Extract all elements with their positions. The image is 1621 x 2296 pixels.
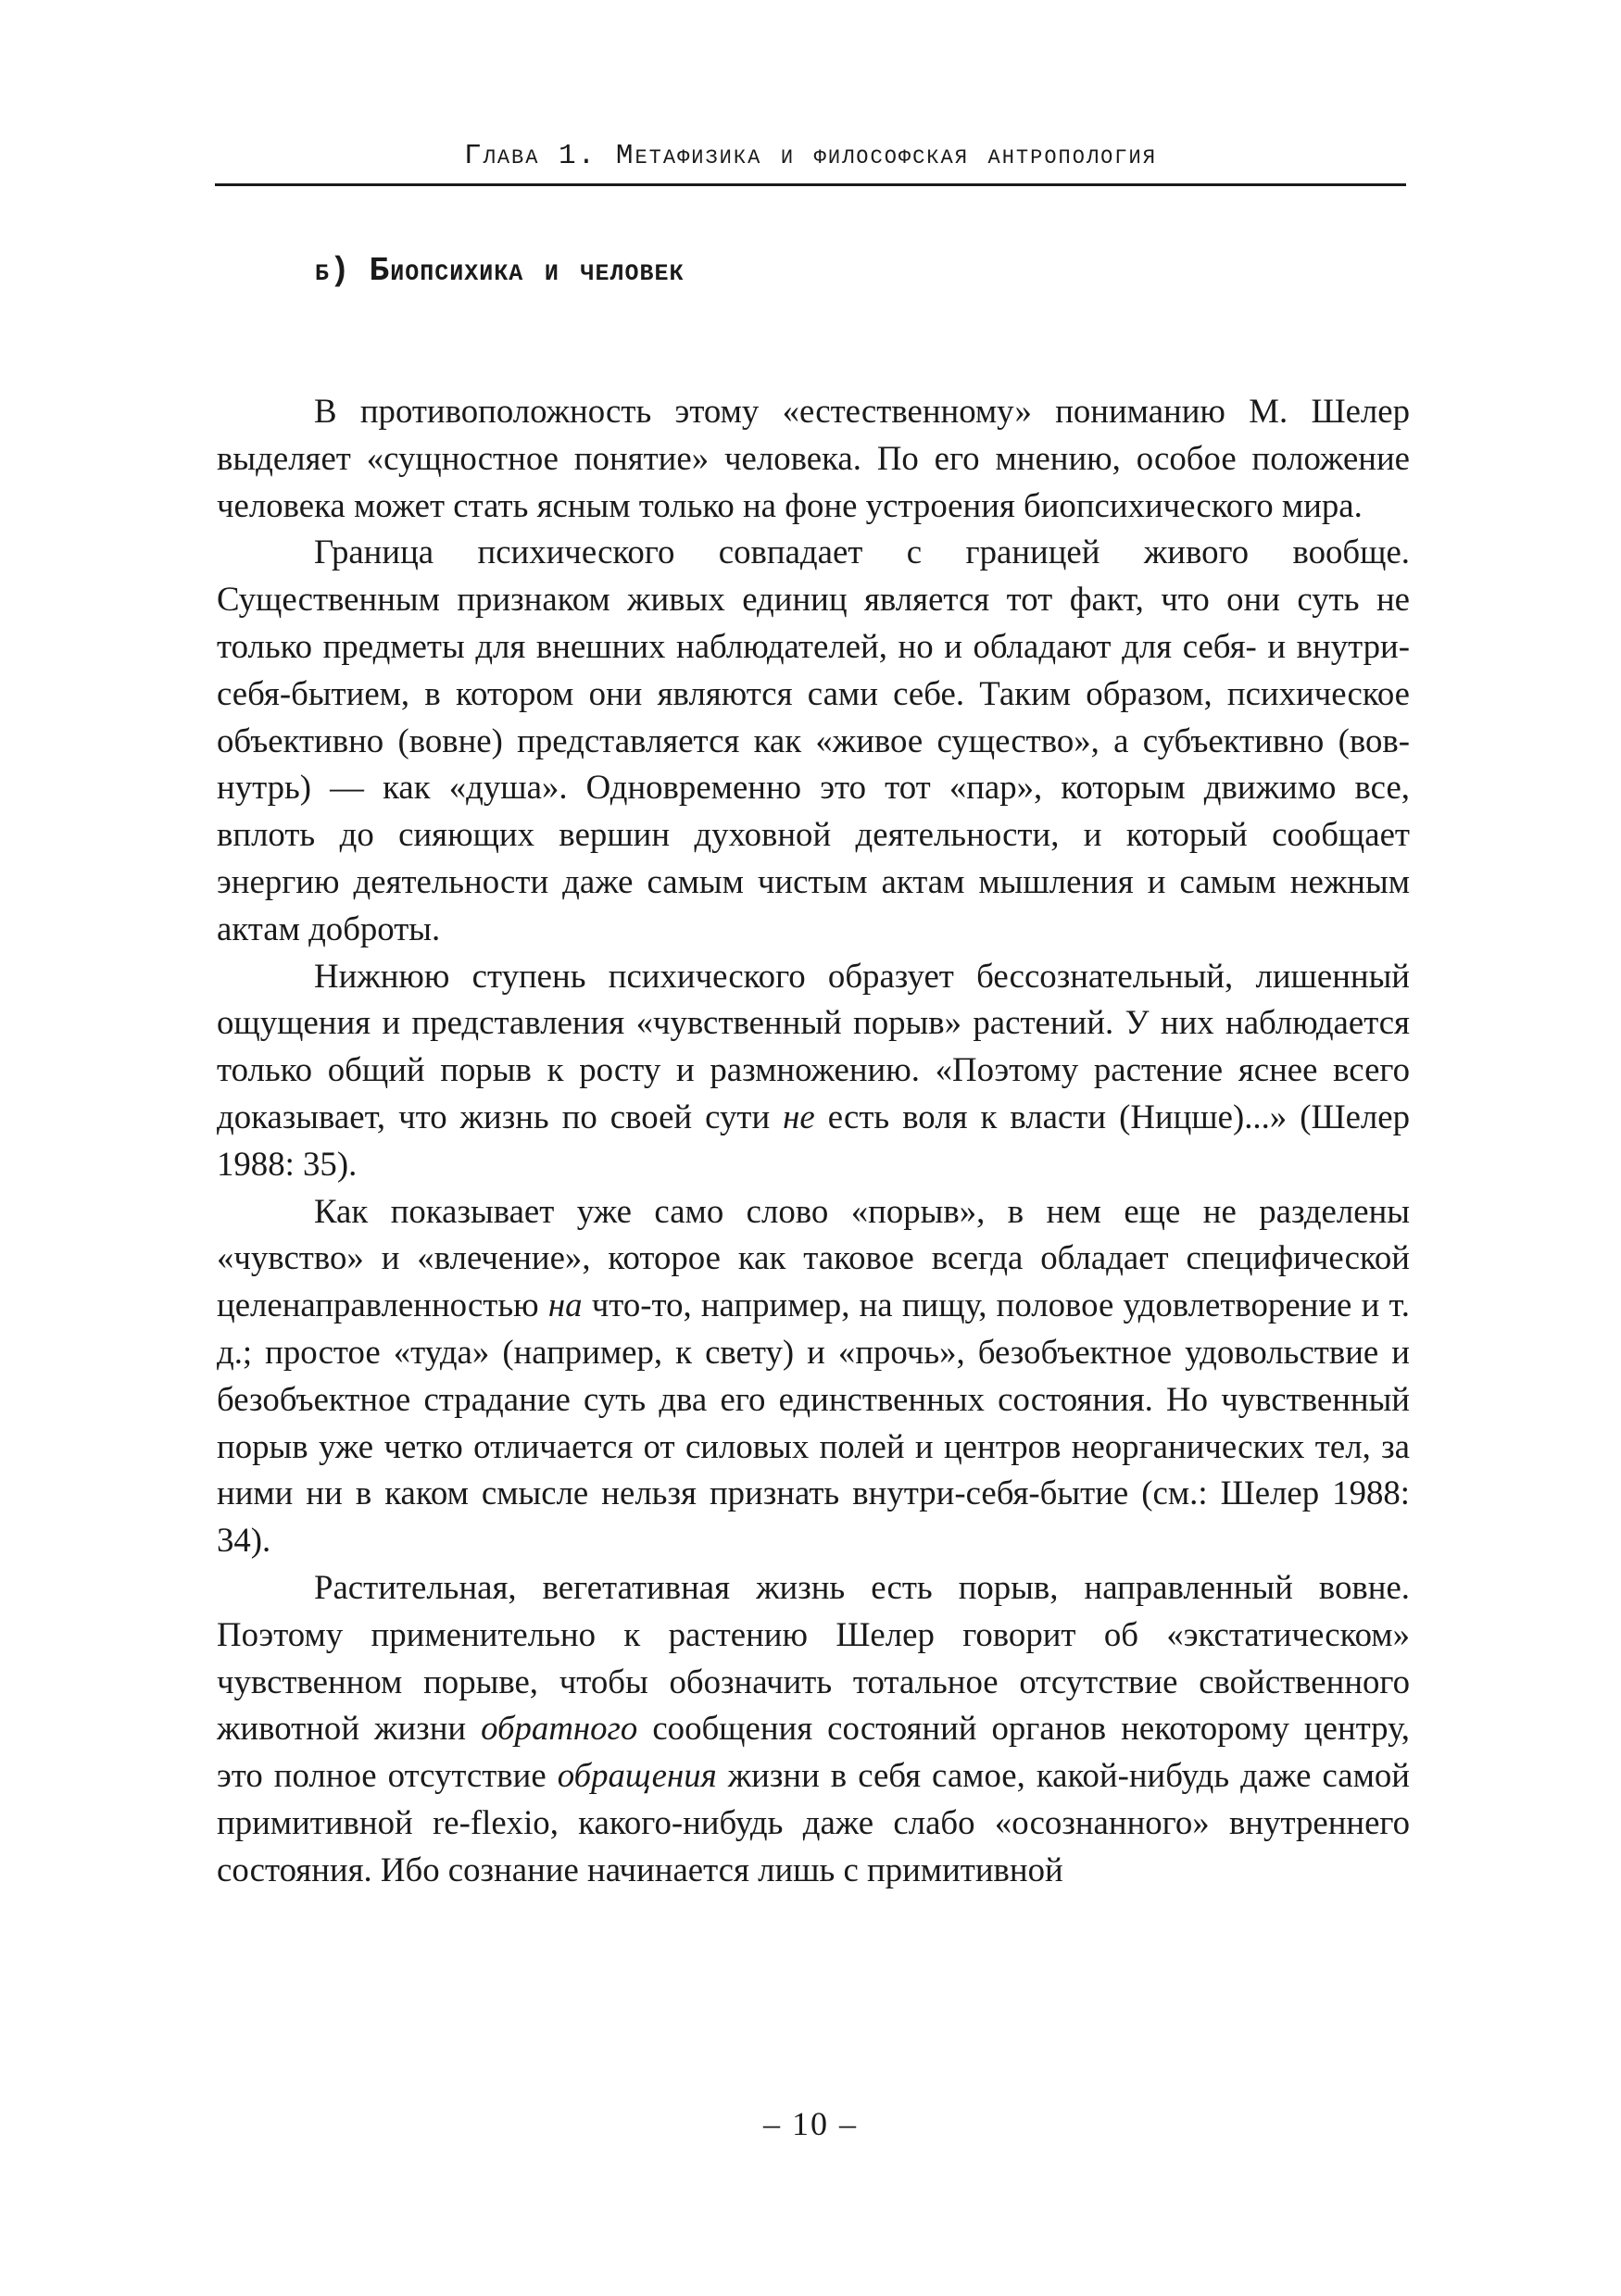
paragraph xyxy=(217,1188,1410,1564)
emphasis-text: на xyxy=(547,1286,583,1324)
paragraph xyxy=(217,1564,1410,1894)
header-rule xyxy=(215,183,1406,186)
paragraph xyxy=(217,529,1410,952)
paragraph-text: есть воля к власти (Ницше)...» (Шелер 1988: 35). xyxy=(217,1097,1410,1183)
body-text xyxy=(217,388,1410,1894)
paragraph-text: что-то, например, на пищу, половое удовлетворение и т. д.; простое «туда» (например, к свету) и «прочь», безобъектное удовольствие и безобъектное страдание суть два его единственных состояния. Но чувственный порыв уже четко отличается от силовых полей и центров неорганических тел, за ними ни в каком смысле нельзя признать внутри-себя-бытие (см.: Шелер 1988: 34). xyxy=(217,1286,1410,1560)
emphasis-text: обратного xyxy=(481,1709,638,1748)
section-title: Биопсихика и человек xyxy=(369,252,685,290)
paragraph xyxy=(217,953,1410,1188)
paragraph-text: Как показывает уже само слово «порыв», в нем еще не разделены «чувство» и «влечение», которое как таковое всегда обладает специфической целенаправленностью xyxy=(217,1191,1410,1324)
section-heading xyxy=(315,252,684,290)
paragraph-text: В противоположность этому «естественному» пониманию М. Шелер выделяет «сущностное понятие» человека. По его мнению, особое положение человека может стать ясным только на фоне устроения биопсихического мира. xyxy=(217,392,1410,524)
emphasis-text: обращения xyxy=(557,1756,717,1795)
emphasis-text: не xyxy=(783,1097,815,1135)
page-number: – 10 – xyxy=(763,2105,858,2142)
section-marker: б) xyxy=(315,252,351,290)
paragraph-text: жизни в себя самое, какой-нибудь даже самой примитивной re-flexio, какого-нибудь даже слабо «осознанного» внутреннего состояния. Ибо сознание начинается лишь с примитивной xyxy=(217,1756,1410,1888)
running-head: Глава 1. Метафизика и философская антропология xyxy=(464,140,1157,172)
paragraph-text: Граница психического совпадает с границей живого вообще. Существенным признаком живых единиц является тот факт, что они суть не только предметы для внешних наблюдателей, но и обладают для себя- и внутри-себя-бытием, в котором они являются сами себе. Таким образом, психическое объективно (вовне) представляется как «живое существо», а субъективно (вовнутрь) — как «душа». Одновременно это тот «пар», которым движимо все, вплоть до сияющих вершин духовной деятельности, и который сообщает энергию деятельности даже самым чистым актам мышления и самым нежным актам доброты. xyxy=(217,533,1410,947)
paragraph-text: сообщения состояний органов некоторому центру, это полное отсутствие xyxy=(217,1709,1411,1795)
paragraph xyxy=(217,388,1410,529)
paragraph-text: Нижнюю ступень психического образует бессознательный, лишенный ощущения и представления «чувственный порыв» растений. У них наблюдается только общий порыв к росту и размножению. «Поэтому растение яснее всего доказывает, что жизнь по своей сути xyxy=(217,956,1410,1135)
paragraph-text: Растительная, вегетативная жизнь есть порыв, направленный вовне. Поэтому применительно к растению Шелер говорит об «экстатическом» чувственном порыве, чтобы обозначить тотальное отсутствие свойственного животной жизни xyxy=(217,1567,1410,1748)
